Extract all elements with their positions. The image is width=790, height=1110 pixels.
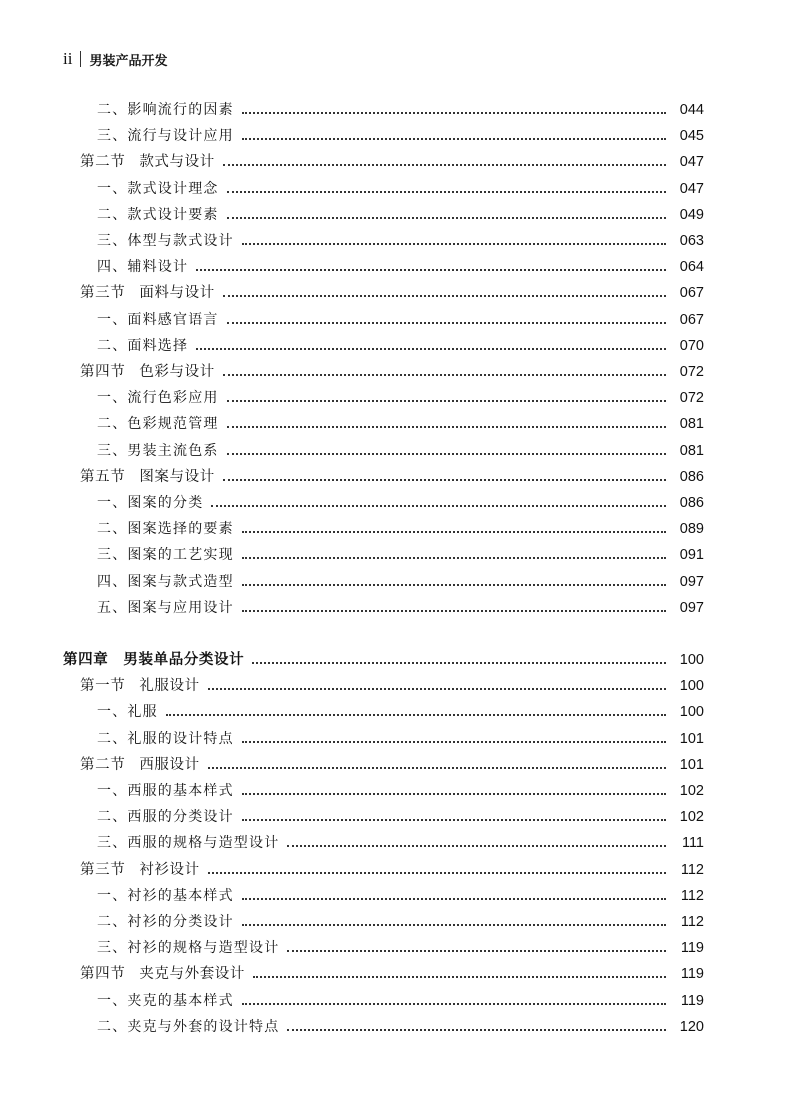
toc-page-number: 102	[679, 809, 704, 826]
toc-item-row[interactable]	[0, 596, 790, 618]
toc-section-row[interactable]	[0, 150, 790, 172]
toc-section-title: 款式与设计	[139, 154, 215, 171]
toc-entry-label: 二、夹克与外套的设计特点	[97, 1018, 280, 1035]
toc-page-number: 100	[679, 652, 704, 668]
toc-section-row[interactable]	[0, 962, 790, 984]
toc-dot-leader	[252, 662, 666, 664]
toc-section-number: 第四节	[80, 966, 126, 983]
toc-dot-leader	[227, 217, 666, 219]
toc-dot-leader	[287, 950, 666, 952]
toc-item-row[interactable]	[0, 229, 790, 251]
toc-dot-leader	[242, 898, 666, 900]
toc-item-row[interactable]	[0, 308, 790, 330]
toc-entry-label	[80, 152, 215, 172]
toc-section-number: 第五节	[80, 468, 126, 485]
toc-entry-label: 二、图案选择的要素	[97, 521, 234, 538]
toc-section-number: 第二节	[80, 756, 126, 773]
toc-entry-label: 二、色彩规范管理	[97, 416, 219, 433]
toc-dot-leader	[223, 374, 666, 376]
toc-entry-label: 一、西服的基本样式	[97, 783, 234, 799]
toc-section-title: 图案与设计	[139, 468, 215, 485]
toc-dot-leader	[242, 584, 666, 586]
toc-page-number: 089	[679, 521, 704, 538]
header-divider	[80, 51, 81, 67]
toc-item-row[interactable]	[0, 543, 790, 565]
toc-entry-label: 三、男装主流色系	[97, 442, 219, 459]
toc-item-row[interactable]	[0, 805, 790, 827]
toc-entry-label	[80, 362, 215, 382]
toc-section-number: 第四节	[80, 364, 126, 380]
toc-dot-leader	[227, 453, 666, 455]
toc-entry-label: 四、辅料设计	[97, 259, 189, 276]
toc-item-row[interactable]	[0, 124, 790, 146]
toc-dot-leader	[227, 191, 666, 193]
toc-section-row[interactable]	[0, 753, 790, 775]
toc-item-row[interactable]	[0, 203, 790, 225]
toc-page-number: 063	[679, 233, 704, 249]
toc-item-row[interactable]	[0, 98, 790, 120]
toc-dot-leader	[223, 164, 666, 166]
toc-section-number: 第二节	[80, 154, 126, 171]
toc-section-title: 夹克与外套设计	[139, 966, 246, 983]
toc-section-title: 色彩与设计	[139, 364, 215, 380]
toc-page-number: 047	[679, 154, 704, 171]
toc-entry-label: 二、西服的分类设计	[97, 809, 234, 826]
toc-page-number: 070	[679, 337, 704, 354]
toc-section-row[interactable]	[0, 858, 790, 880]
toc-item-row[interactable]	[0, 255, 790, 277]
toc-page-number: 091	[679, 547, 704, 564]
book-title: 男装产品开发	[89, 53, 168, 69]
toc-item-row[interactable]	[0, 910, 790, 932]
toc-dot-leader	[287, 1029, 666, 1031]
toc-page-number: 101	[679, 730, 704, 747]
toc-entry-label	[80, 860, 200, 880]
toc-entry-label	[80, 467, 215, 487]
toc-entry-label: 一、款式设计理念	[97, 180, 219, 197]
toc-item-row[interactable]	[0, 884, 790, 906]
toc-section-row[interactable]	[0, 674, 790, 696]
toc-dot-leader	[242, 924, 666, 926]
toc-dot-leader	[166, 714, 666, 716]
toc-entry-label	[80, 283, 215, 303]
toc-page-number: 119	[680, 940, 704, 957]
toc-item-row[interactable]	[0, 989, 790, 1011]
toc-dot-leader	[242, 741, 666, 743]
toc-section-title: 面料与设计	[139, 285, 215, 302]
toc-item-row[interactable]	[0, 831, 790, 853]
toc-page-number: 101	[679, 756, 704, 773]
toc-section-title: 衬衫设计	[139, 861, 200, 878]
toc-dot-leader	[211, 505, 666, 507]
toc-dot-leader	[242, 138, 666, 140]
toc-entry-label: 二、影响流行的因素	[97, 102, 234, 118]
toc-dot-leader	[242, 610, 666, 612]
toc-entry-label: 一、流行色彩应用	[97, 390, 219, 407]
toc-page-number: 045	[679, 128, 704, 145]
toc-section-row[interactable]	[0, 360, 790, 382]
toc-item-row[interactable]	[0, 386, 790, 408]
toc-dot-leader	[242, 531, 666, 533]
toc-dot-leader	[196, 348, 666, 350]
toc-dot-leader	[223, 479, 666, 481]
toc-page-number: 086	[679, 495, 704, 511]
toc-page-number: 119	[680, 992, 704, 1009]
toc-page-number: 102	[679, 783, 704, 799]
toc-page-number: 072	[679, 364, 704, 380]
toc-page-number: 097	[679, 573, 704, 590]
toc-section-number: 第三节	[80, 285, 126, 302]
toc-dot-leader	[242, 243, 666, 245]
toc-item-row[interactable]	[0, 779, 790, 801]
toc-chapter-row[interactable]	[0, 648, 790, 670]
toc-section-number: 第一节	[80, 678, 126, 695]
toc-page-number: 112	[680, 887, 704, 904]
toc-page-number: 067	[679, 285, 704, 302]
toc-dot-leader	[208, 872, 666, 874]
toc-dot-leader	[227, 322, 666, 324]
toc-section-number: 第三节	[80, 861, 126, 878]
toc-page-number: 047	[679, 180, 704, 197]
toc-section-title: 礼服设计	[139, 678, 200, 695]
toc-entry-label	[80, 676, 200, 696]
toc-entry-label: 一、面料感官语言	[97, 311, 219, 328]
toc-entry-label: 三、体型与款式设计	[97, 233, 234, 249]
toc-page-number: 119	[680, 966, 704, 983]
toc-page-number: 086	[679, 468, 704, 485]
toc-entry-label	[80, 755, 200, 775]
toc-page-number: 081	[679, 442, 704, 459]
toc-section-row[interactable]	[0, 465, 790, 487]
toc-entry-label: 一、礼服	[97, 704, 158, 721]
toc-page-number: 081	[679, 416, 704, 433]
toc-item-row[interactable]	[0, 570, 790, 592]
toc-item-row[interactable]	[0, 491, 790, 513]
toc-dot-leader	[196, 269, 666, 271]
toc-entry-label: 二、面料选择	[97, 337, 189, 354]
toc-entry-label: 三、流行与设计应用	[97, 128, 234, 145]
toc-entry-label: 四、图案与款式造型	[97, 573, 234, 590]
toc-dot-leader	[208, 767, 666, 769]
toc-page-number: 112	[680, 914, 704, 930]
toc-page-number: 067	[679, 311, 704, 328]
toc-item-row[interactable]	[0, 1015, 790, 1037]
toc-entry-label: 三、西服的规格与造型设计	[97, 835, 280, 852]
toc-entry-label: 三、图案的工艺实现	[97, 547, 234, 564]
toc-item-row[interactable]	[0, 517, 790, 539]
toc-page-number: 111	[681, 835, 704, 852]
toc-dot-leader	[242, 819, 666, 821]
running-header	[63, 48, 167, 70]
toc-entry-label: 二、衬衫的分类设计	[97, 914, 234, 930]
toc-page-number: 100	[679, 678, 704, 695]
toc-entry-label: 一、夹克的基本样式	[97, 992, 234, 1009]
toc-item-row[interactable]	[0, 439, 790, 461]
toc-dot-leader	[242, 1003, 666, 1005]
toc-page-number: 049	[679, 206, 704, 223]
toc-item-row[interactable]	[0, 727, 790, 749]
toc-item-row[interactable]	[0, 177, 790, 199]
toc-page-number: 064	[679, 259, 704, 276]
toc-dot-leader	[227, 426, 666, 428]
toc-item-row[interactable]	[0, 334, 790, 356]
toc-dot-leader	[227, 400, 666, 402]
toc-entry-label: 二、款式设计要素	[97, 206, 219, 223]
toc-page-number: 120	[679, 1018, 704, 1035]
toc-item-row[interactable]	[0, 936, 790, 958]
page-number: ii	[63, 49, 73, 68]
toc-dot-leader	[242, 112, 666, 114]
toc-dot-leader	[223, 295, 666, 297]
toc-entry-label: 第四章 男装单品分类设计	[63, 652, 245, 668]
toc-section-title: 西服设计	[139, 756, 200, 773]
toc-page-number: 072	[679, 390, 704, 407]
toc-page-number: 100	[679, 704, 704, 721]
toc-entry-label: 三、衬衫的规格与造型设计	[97, 940, 280, 957]
toc-section-row[interactable]	[0, 281, 790, 303]
toc-dot-leader	[242, 557, 666, 559]
toc-entry-label: 一、衬衫的基本样式	[97, 887, 234, 904]
toc-page-number: 112	[680, 861, 704, 878]
toc-dot-leader	[287, 845, 666, 847]
toc-entry-label: 二、礼服的设计特点	[97, 730, 234, 747]
toc-entry-label: 五、图案与应用设计	[97, 599, 234, 616]
toc-item-row[interactable]	[0, 412, 790, 434]
toc-page-number: 097	[679, 599, 704, 616]
toc-item-row[interactable]	[0, 700, 790, 722]
toc-entry-label: 一、图案的分类	[97, 495, 204, 511]
toc-entry-label	[80, 964, 245, 984]
toc-dot-leader	[208, 688, 666, 690]
toc-dot-leader	[242, 793, 666, 795]
toc-page-number: 044	[679, 102, 704, 118]
toc-dot-leader	[253, 976, 666, 978]
